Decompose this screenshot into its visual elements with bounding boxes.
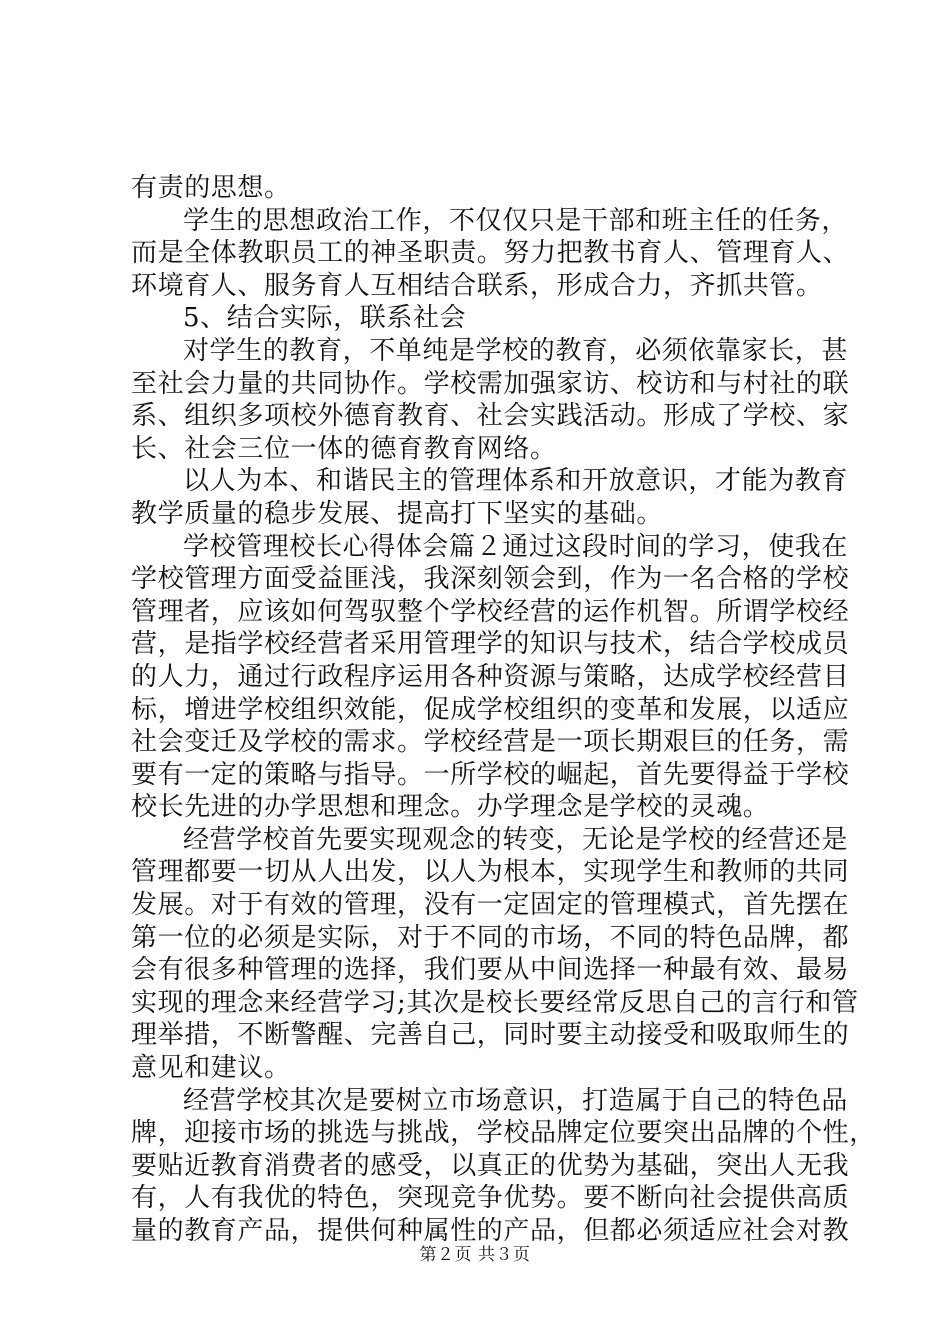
text-line: 实现的理念来经营学习;其次是校长要经常反思自己的言行和管 (131, 987, 859, 1018)
text-line: 经营学校首先要实现观念的转变，无论是学校的经营还是 (183, 824, 849, 855)
text-line: 第一位的必须是实际，对于不同的市场，不同的特色品牌，都 (131, 922, 850, 953)
text-line: 管理者，应该如何驾驭整个学校经营的运作机智。所谓学校经 (131, 596, 850, 627)
text-line: 的人力，通过行政程序运用各种资源与策略，达成学校经营目 (131, 661, 850, 692)
text-line: 管理都要一切从人出发，以人为根本，实现学生和教师的共同 (131, 857, 850, 888)
text-line: 对学生的教育，不单纯是学校的教育，必须依靠家长，甚 (183, 335, 849, 366)
text-line: 量的教育产品，提供何种属性的产品，但都必须适应社会对教 (131, 1216, 850, 1246)
text-line: 要贴近教育消费者的感受，以真正的优势为基础，突出人无我 (131, 1150, 850, 1181)
text-line: 校长先进的办学思想和理念。办学理念是学校的灵魂。 (131, 792, 770, 823)
text-line: 环境育人、服务育人互相结合联系，形成合力，齐抓共管。 (131, 270, 823, 301)
text-line: 至社会力量的共同协作。学校需加强家访、校访和与村社的联 (131, 368, 850, 399)
text-line: 发展。对于有效的管理，没有一定固定的管理模式，首先摆在 (131, 890, 850, 921)
text-line: 意见和建议。 (131, 1053, 291, 1084)
text-line: 系、组织多项校外德育教育、社会实践活动。形成了学校、家 (131, 401, 850, 432)
text-line: 有责的思想。 (131, 173, 291, 203)
text-line: 理举措，不断警醒、完善自己，同时要主动接受和吸取师生的 (131, 1020, 850, 1051)
text-line: 以人为本、和谐民主的管理体系和开放意识，才能为教育 (183, 466, 849, 497)
text-line: 营，是指学校经营者采用管理学的知识与技术，结合学校成员 (131, 629, 850, 660)
text-line: 有，人有我优的特色，突现竞争优势。要不断向社会提供高质 (131, 1183, 850, 1214)
page-number-footer: 第２页 共３页 (419, 1245, 531, 1265)
text-line: 长、社会三位一体的德育教育网络。 (131, 433, 557, 464)
text-line: 社会变迁及学校的需求。学校经营是一项长期艰巨的任务，需 (131, 727, 850, 758)
text-line: 学生的思想政治工作，不仅仅只是干部和班主任的任务， (183, 205, 849, 236)
text-line: 要有一定的策略与指导。一所学校的崛起，首先要得益于学校 (131, 759, 850, 790)
text-line: 标，增进学校组织效能，促成学校组织的变革和发展，以适应 (131, 694, 850, 725)
text-line: 教学质量的稳步发展、提高打下坚实的基础。 (131, 498, 664, 529)
document-body (131, 172, 876, 1248)
text-line: 经营学校其次是要树立市场意识，打造属于自己的特色品 (183, 1085, 849, 1116)
text-line: 学校管理校长心得体会篇２通过这段时间的学习，使我在 (183, 531, 849, 562)
text-line: 5、结合实际，联系社会 (183, 303, 467, 334)
text-line: 而是全体教职员工的神圣职责。努力把教书育人、管理育人、 (131, 238, 850, 269)
text-line: 牌，迎接市场的挑选与挑战，学校品牌定位要突出品牌的个性， (131, 1118, 876, 1149)
text-line: 学校管理方面受益匪浅，我深刻领会到，作为一名合格的学校 (131, 564, 850, 595)
text-line: 会有很多种管理的选择，我们要从中间选择一种最有效、最易 (131, 955, 850, 986)
